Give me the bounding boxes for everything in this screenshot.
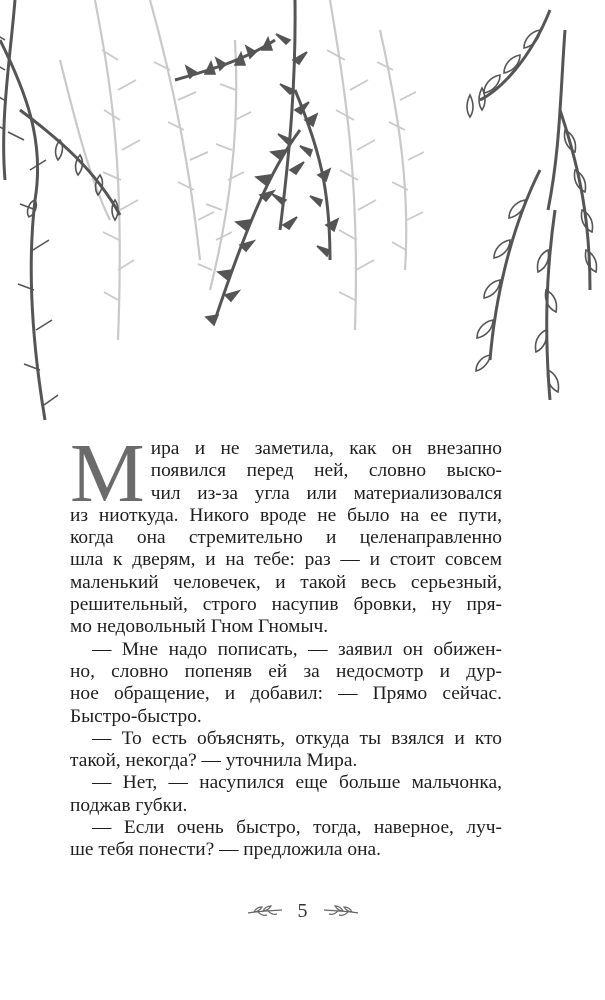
- dialogue-paragraph: [70, 772, 502, 817]
- text-line: но, словно попеняв ей за недосмотр и дур-: [70, 660, 502, 682]
- leaf-sprig-ornament-right-icon: [322, 904, 360, 918]
- leaf-sprig-ornament-left-icon: [246, 904, 284, 918]
- dialogue-paragraph: [70, 639, 502, 728]
- text-line: ира и не заметила, как он внезапно: [150, 438, 502, 459]
- dialogue-paragraph: [70, 817, 502, 862]
- text-line: из ниоткуда. Никого вроде не было на ее пути,: [70, 504, 502, 526]
- text-line: Быстро-быстро.: [70, 705, 202, 727]
- first-paragraph: [70, 427, 502, 639]
- text-line: — Мне надо пописать, — заявил он обижен-: [92, 638, 502, 660]
- hanging-branches-illustration: [0, 0, 605, 430]
- text-line: поджав губки.: [70, 794, 188, 816]
- text-line: появился перед ней, словно выско-: [150, 460, 502, 482]
- text-line: такой, некогда? — уточнила Мира.: [70, 750, 358, 772]
- text-line: чил из-за угла или материализовался: [150, 482, 502, 504]
- dialogue-paragraph: [70, 728, 502, 773]
- drop-cap: М: [70, 427, 145, 520]
- page-footer: [0, 898, 605, 924]
- text-line: — Если очень быстро, тогда, наверное, луч-: [92, 817, 502, 839]
- text-line: ное обращение, и добавил: — Прямо сейчас.: [70, 683, 502, 705]
- light-branches: [60, 0, 406, 340]
- text-line: — Нет, — насупился еще больше мальчонка,: [92, 772, 502, 794]
- light-leaves: [102, 50, 424, 300]
- dark-leaves: [0, 30, 597, 405]
- dark-branches: [0, 0, 590, 420]
- text-line: шла к дверям, и на тебе: раз — и стоит совсем: [70, 549, 502, 571]
- text-line: маленький человечек, и такой весь серьезный,: [70, 571, 502, 593]
- text-line: когда она стремительно и целенаправленно: [70, 527, 502, 549]
- text-line: мо недовольный Гном Гномыч.: [70, 616, 329, 638]
- text-line: ше тебя понести? — предложила она.: [70, 839, 381, 861]
- text-line: решительный, строго насупив бровки, ну пря-: [70, 594, 502, 616]
- text-line: — То есть объяснять, откуда ты взялся и кто: [92, 727, 502, 749]
- story-text: [70, 427, 502, 862]
- page-number: 5: [297, 899, 308, 922]
